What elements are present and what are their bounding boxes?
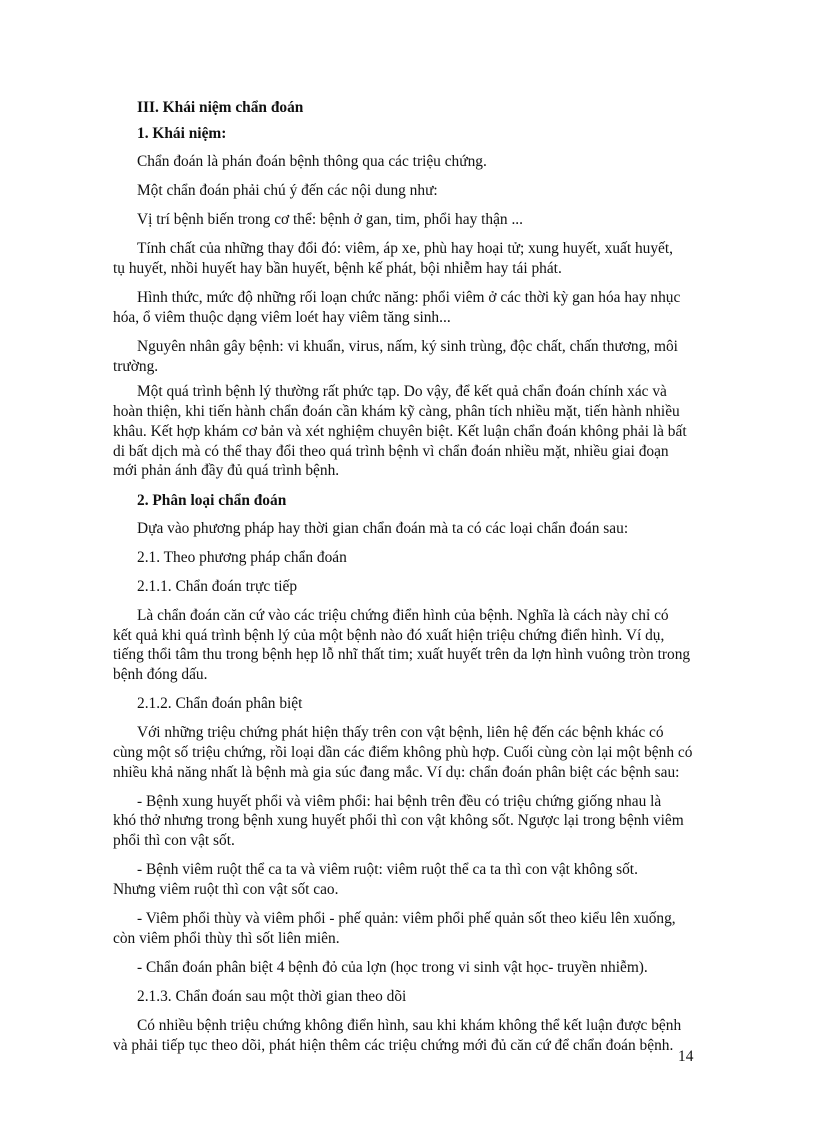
paragraph-line: di bất dịch mà có thể thay đổi theo quá trình bệnh vì chẩn đoán nhiều mặt, nhiều giai đoạn (113, 443, 669, 460)
paragraph-line: khâu. Kết hợp khám cơ bản và xét nghiệm chuyên biệt. Kết luận chẩn đoán không phải là bất (113, 423, 687, 440)
paragraph-line: - Chẩn đoán phân biệt 4 bệnh đỏ của lợn (học trong vi sinh vật học- truyền nhiễm). (137, 959, 648, 976)
paragraph-line: Với những triệu chứng phát hiện thấy trên con vật bệnh, liên hệ đến các bệnh khác có (137, 724, 664, 741)
subheading-2-1-1: 2.1.1. Chẩn đoán trực tiếp (137, 578, 298, 595)
paragraph-line: tiếng thổi tâm thu trong bệnh hẹp lỗ nhĩ thất tim; xuất huyết trên da lợn hình vuông tròn trong (113, 646, 691, 663)
heading-2: 2. Phân loại chẩn đoán (137, 492, 287, 509)
paragraph-line: - Bệnh xung huyết phổi và viêm phổi: hai bệnh trên đều có triệu chứng giống nhau là (137, 793, 662, 810)
paragraph-line: nhiều khả năng nhất là bệnh mà gia súc đang mắc. Ví dụ: chẩn đoán phân biệt các bệnh sau: (113, 764, 680, 781)
paragraph-line: Một chẩn đoán phải chú ý đến các nội dung như: (137, 182, 438, 199)
paragraph-line: bệnh đóng dấu. (113, 666, 208, 683)
paragraph-line: Chẩn đoán là phán đoán bệnh thông qua các triệu chứng. (137, 153, 487, 170)
section-title: III. Khái niệm chẩn đoán (137, 99, 304, 116)
page-number: 14 (678, 1048, 694, 1065)
paragraph-line: mới phản ánh đầy đủ quá trình bệnh. (113, 462, 340, 479)
paragraph-line: Hình thức, mức độ những rối loạn chức năng: phổi viêm ở các thời kỳ gan hóa hay nhục (137, 289, 681, 306)
paragraph-line: hóa, ổ viêm thuộc dạng viêm loét hay viêm tăng sinh... (113, 309, 451, 326)
paragraph-line: - Bệnh viêm ruột thể ca ta và viêm ruột: viêm ruột thể ca ta thì con vật không sốt. (137, 861, 638, 878)
subheading-2-1-2: 2.1.2. Chẩn đoán phân biệt (137, 695, 303, 712)
paragraph-line: phổi thì con vật sốt. (113, 832, 235, 849)
paragraph-line: và phải tiếp tục theo dõi, phát hiện thêm các triệu chứng mới đủ căn cứ để chẩn đoán bệnh. (113, 1037, 674, 1054)
paragraph-line: Một quá trình bệnh lý thường rất phức tạp. Do vậy, để kết quả chẩn đoán chính xác và (137, 383, 667, 400)
paragraph-line: còn viêm phổi thùy thì sốt liên miên. (113, 930, 340, 947)
paragraph-line: khó thở nhưng trong bệnh xung huyết phổi thì con vật không sốt. Ngược lại trong bệnh viêm (113, 812, 684, 829)
paragraph-line: Nhưng viêm ruột thì con vật sốt cao. (113, 881, 339, 898)
paragraph-line: cùng một số triệu chứng, rồi loại dần các điểm không phù hợp. Cuối cùng còn lại một bệnh có (113, 744, 693, 761)
heading-1: 1. Khái niệm: (137, 125, 227, 142)
paragraph-line: Là chẩn đoán căn cứ vào các triệu chứng điển hình của bệnh. Nghĩa là cách này chỉ có (137, 607, 669, 624)
paragraph-line: hoàn thiện, khi tiến hành chẩn đoán cần khám kỹ càng, phân tích nhiều mặt, tiến hành nhiều (113, 403, 680, 420)
subheading-2-1-3: 2.1.3. Chẩn đoán sau một thời gian theo dõi (137, 988, 407, 1005)
paragraph-line: tụ huyết, nhồi huyết hay bần huyết, bệnh kế phát, bội nhiễm hay tái phát. (113, 260, 562, 277)
subheading-2-1: 2.1. Theo phương pháp chẩn đoán (137, 549, 347, 566)
paragraph-line: Dựa vào phương pháp hay thời gian chẩn đoán mà ta có các loại chẩn đoán sau: (137, 520, 629, 537)
paragraph-line: Tính chất của những thay đổi đó: viêm, áp xe, phù hay hoại tử; xung huyết, xuất huyết, (137, 240, 674, 257)
paragraph-line: trường. (113, 358, 159, 375)
paragraph-line: Vị trí bệnh biến trong cơ thể: bệnh ở gan, tim, phổi hay thận ... (137, 211, 524, 228)
paragraph-line: - Viêm phổi thùy và viêm phổi - phế quản: viêm phổi phế quản sốt theo kiểu lên xuống, (137, 910, 676, 927)
paragraph-line: kết quả khi quá trình bệnh lý của một bệnh nào đó xuất hiện triệu chứng điển hình. Ví dụ, (113, 627, 665, 644)
paragraph-line: Nguyên nhân gây bệnh: vi khuẩn, virus, nấm, ký sinh trùng, độc chất, chấn thương, môi (137, 338, 678, 355)
paragraph-line: Có nhiều bệnh triệu chứng không điển hình, sau khi khám không thể kết luận được bệnh (137, 1017, 682, 1034)
